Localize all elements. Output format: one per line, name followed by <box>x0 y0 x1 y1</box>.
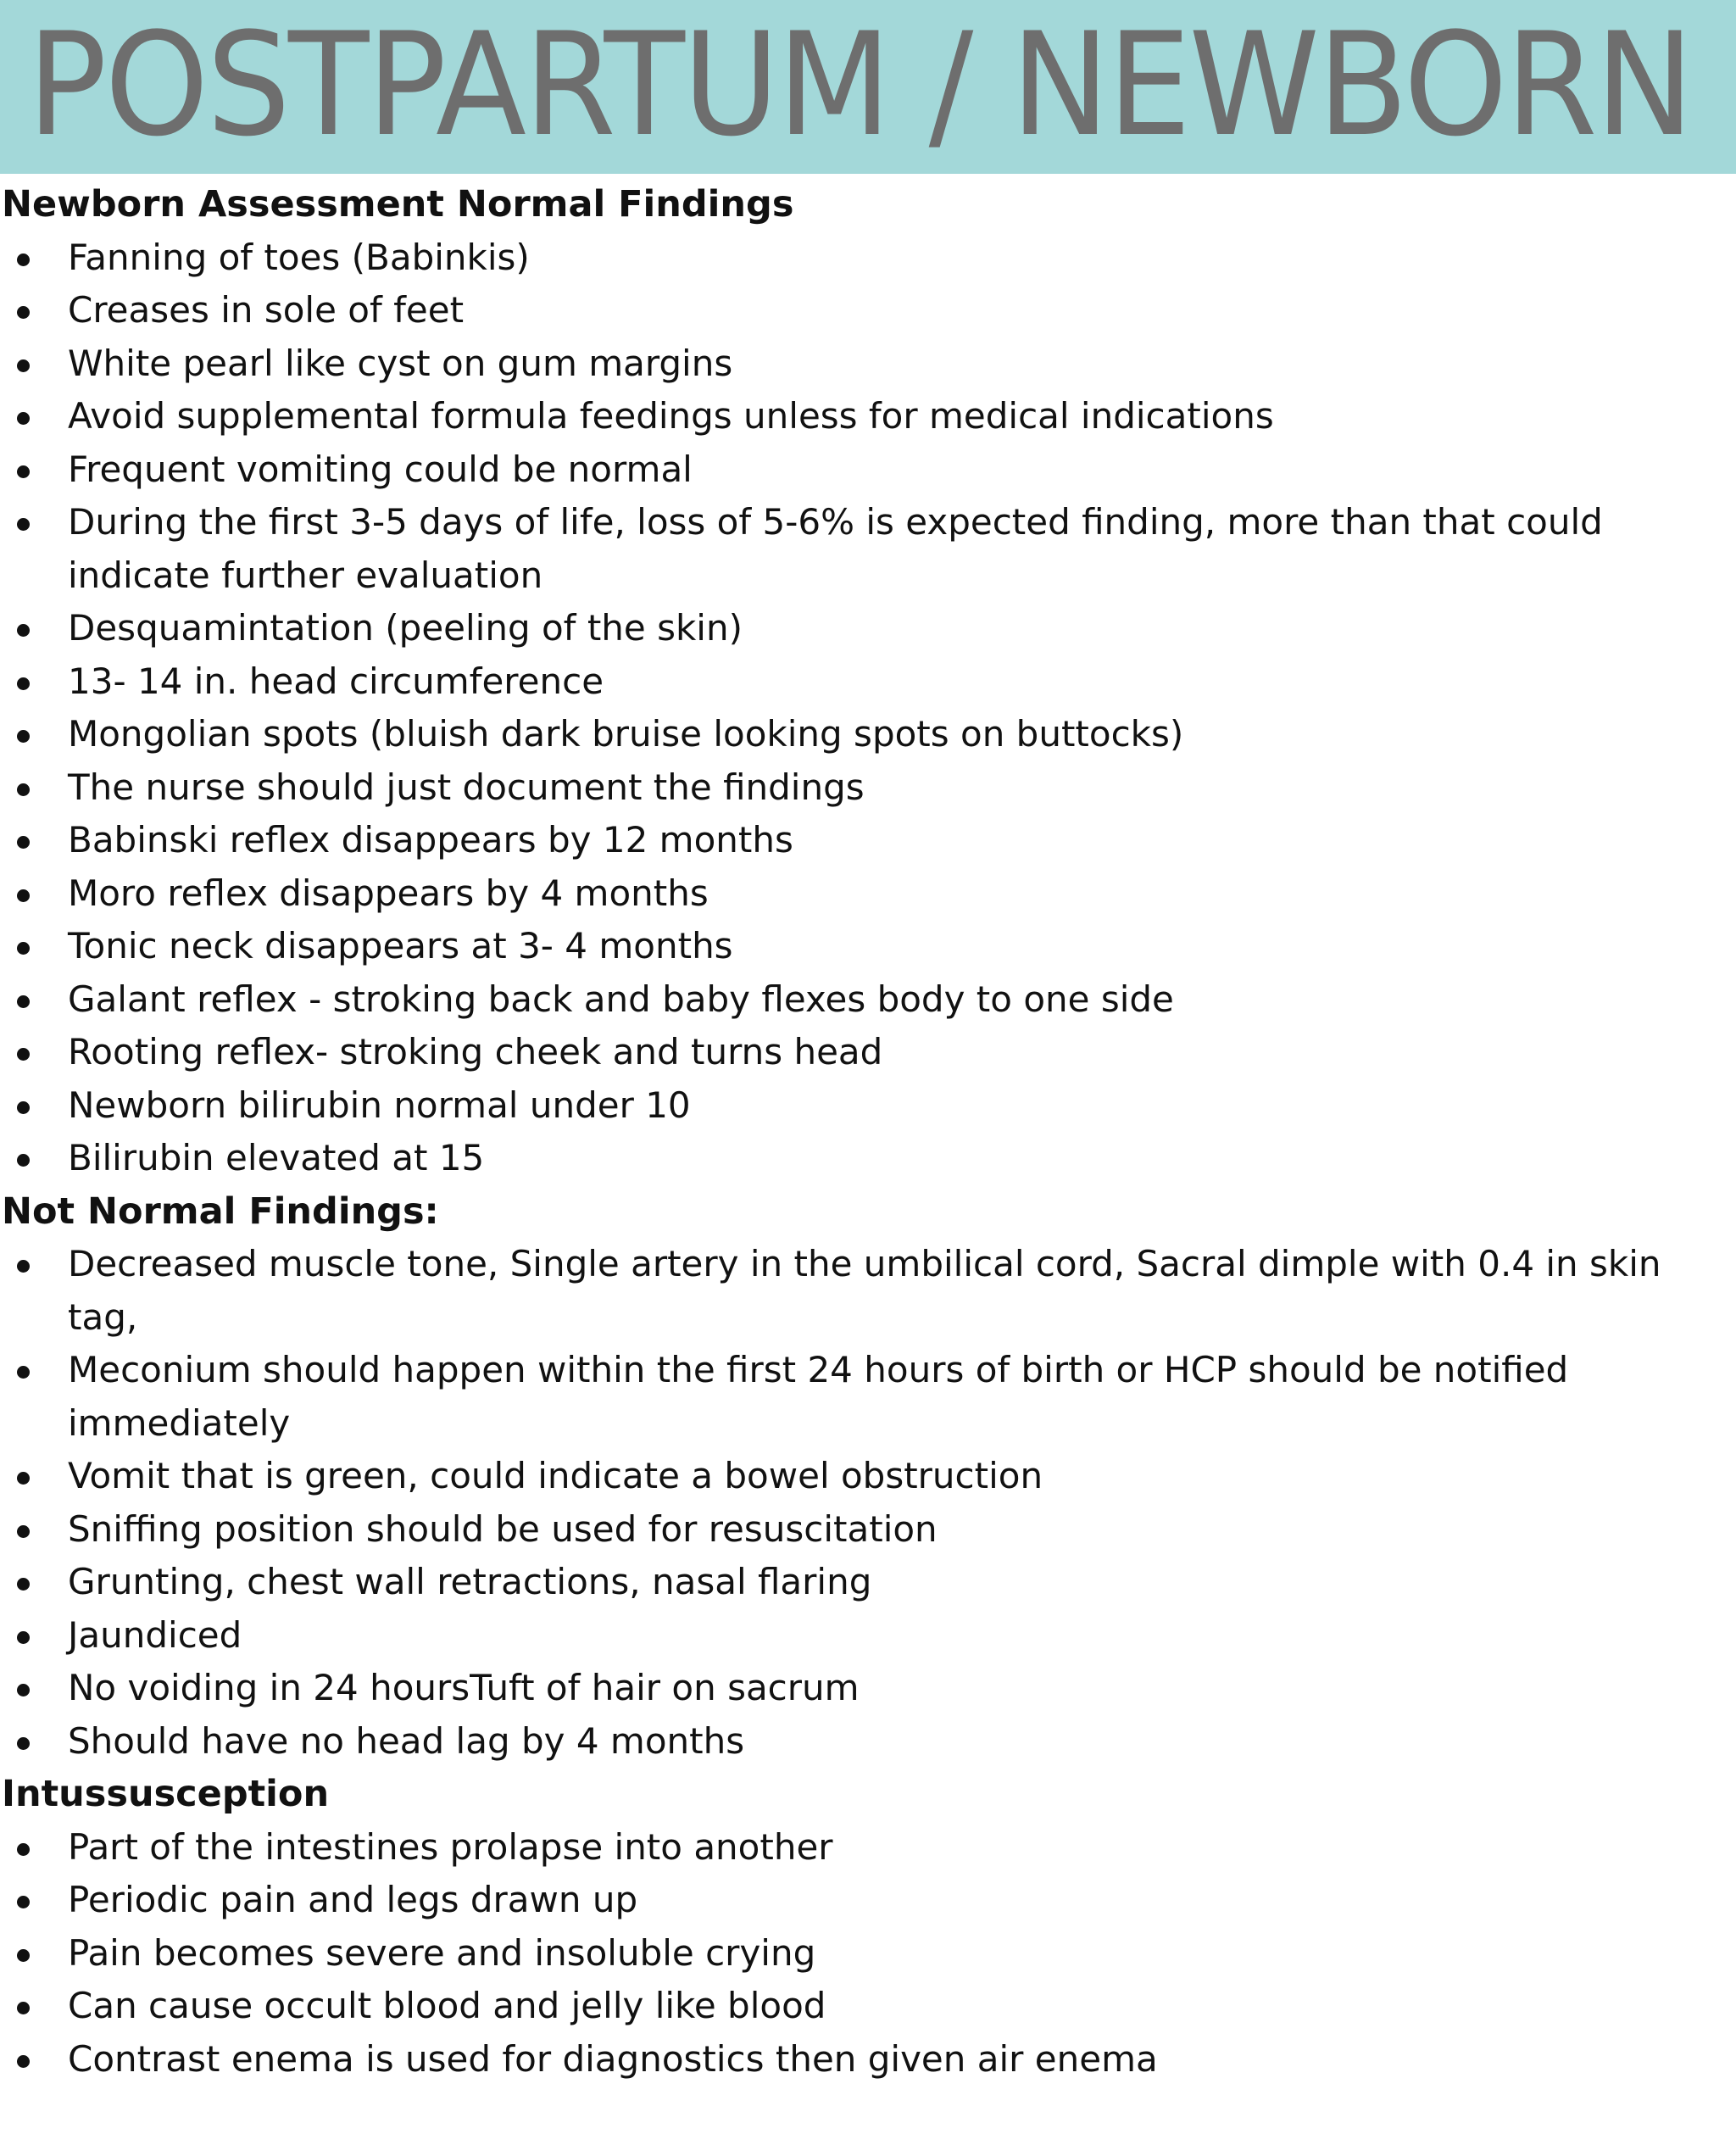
bullet-icon <box>17 306 30 319</box>
bullet-icon <box>17 1472 30 1485</box>
bullet-list <box>0 1821 1736 2086</box>
list-item-line: indicate further evaluation <box>68 554 543 596</box>
list-item-text <box>68 337 1716 391</box>
bullet-icon <box>17 942 30 955</box>
bullet-icon <box>17 359 30 372</box>
list-item-text <box>68 443 1716 497</box>
notes-section <box>0 1768 1736 2086</box>
bullet-icon <box>17 783 30 796</box>
list-item <box>0 496 1736 602</box>
list-item-text <box>68 1662 1716 1715</box>
list-item-text <box>68 284 1716 337</box>
page-title: POSTPARTUM / NEWBORN <box>27 2 1692 168</box>
section-heading: Not Normal Findings: <box>2 1190 439 1233</box>
list-item-line: Frequent vomiting could be normal <box>68 448 693 490</box>
list-item <box>0 1450 1736 1503</box>
list-item <box>0 1662 1736 1715</box>
bullet-icon <box>17 2002 30 2014</box>
list-item-text <box>68 1927 1716 1981</box>
list-item <box>0 390 1736 443</box>
list-item-text <box>68 1609 1716 1663</box>
list-item <box>0 1503 1736 1557</box>
list-item <box>0 1821 1736 1875</box>
list-item-line: Fanning of toes (Babinkis) <box>68 236 530 278</box>
list-item-line: Creases in sole of feet <box>68 289 465 331</box>
list-item-line: Newborn bilirubin normal under 10 <box>68 1084 691 1126</box>
bullet-icon <box>17 1737 30 1750</box>
list-item-text <box>68 602 1716 655</box>
bullet-icon <box>17 1525 30 1538</box>
list-item <box>0 708 1736 761</box>
list-item-text <box>68 973 1716 1027</box>
list-item-line: Decreased muscle tone, Single artery in the umbilical cord, Sacral dimple with 0.4 in skin <box>68 1243 1661 1284</box>
list-item <box>0 973 1736 1027</box>
list-item-line: Desquamintation (peeling of the skin) <box>68 607 743 649</box>
list-item <box>0 1609 1736 1663</box>
list-item-text <box>68 920 1716 973</box>
list-item <box>0 761 1736 815</box>
list-item-line: Avoid supplemental formula feedings unless for medical indications <box>68 395 1274 437</box>
list-item-text <box>68 1344 1716 1450</box>
list-item-line: Contrast enema is used for diagnostics then given air enema <box>68 2037 1158 2080</box>
list-item <box>0 1238 1736 1344</box>
bullet-icon <box>17 1843 30 1856</box>
list-item-text <box>68 867 1716 921</box>
list-item-text <box>68 1556 1716 1609</box>
list-item <box>0 1556 1736 1609</box>
notes-section <box>0 1185 1736 1769</box>
list-item-line: The nurse should just document the findings <box>68 766 865 808</box>
list-item <box>0 1874 1736 1927</box>
list-item-text <box>68 496 1716 602</box>
list-item-text <box>68 1821 1716 1875</box>
list-item <box>0 1927 1736 1981</box>
list-item-text <box>68 2033 1716 2086</box>
list-item <box>0 1026 1736 1079</box>
list-item <box>0 867 1736 921</box>
bullet-icon <box>17 1101 30 1114</box>
bullet-icon <box>17 889 30 902</box>
list-item-text <box>68 761 1716 815</box>
list-item <box>0 1132 1736 1185</box>
list-item <box>0 1079 1736 1133</box>
list-item-line: Grunting, chest wall retractions, nasal flaring <box>68 1561 872 1602</box>
bullet-icon <box>17 1896 30 1908</box>
list-item-line: Can cause occult blood and jelly like blood <box>68 1985 826 2026</box>
list-item-text <box>68 814 1716 867</box>
list-item <box>0 1715 1736 1769</box>
list-item <box>0 602 1736 655</box>
bullet-icon <box>17 677 30 690</box>
bullet-icon <box>17 1631 30 1644</box>
list-item-line: No voiding in 24 hoursTuft of hair on sacrum <box>68 1667 860 1708</box>
list-item-line: Tonic neck disappears at 3- 4 months <box>68 925 733 967</box>
list-item <box>0 231 1736 285</box>
list-item <box>0 337 1736 391</box>
list-item-text <box>68 1874 1716 1927</box>
list-item-line: Sniffing position should be used for resuscitation <box>68 1507 938 1550</box>
list-item-line: During the first 3-5 days of life, loss of 5-6% is expected finding, more than that could <box>68 501 1603 543</box>
bullet-icon <box>17 995 30 1008</box>
bullet-icon <box>17 1949 30 1962</box>
bullet-icon <box>17 1154 30 1167</box>
notes-content <box>0 178 1736 2086</box>
list-item-text <box>68 1079 1716 1133</box>
bullet-icon <box>17 254 30 266</box>
bullet-icon <box>17 412 30 425</box>
bullet-icon <box>17 1366 30 1379</box>
list-item-text <box>68 1132 1716 1185</box>
bullet-icon <box>17 518 30 531</box>
bullet-icon <box>17 624 30 637</box>
bullet-icon <box>17 1260 30 1273</box>
list-item <box>0 1344 1736 1450</box>
list-item-text <box>68 1980 1716 2033</box>
list-item-line: immediately <box>68 1401 291 1444</box>
list-item-line: Mongolian spots (bluish dark bruise looking spots on buttocks) <box>68 713 1184 755</box>
list-item-line: Periodic pain and legs drawn up <box>68 1879 638 1920</box>
bullet-icon <box>17 730 30 743</box>
list-item-text <box>68 1238 1716 1344</box>
list-item-text <box>68 1715 1716 1769</box>
bullet-icon <box>17 1048 30 1061</box>
list-item-line: Meconium should happen within the first 24 hours of birth or HCP should be notified <box>68 1349 1569 1390</box>
list-item <box>0 1980 1736 2033</box>
list-item-text <box>68 1026 1716 1079</box>
list-item <box>0 284 1736 337</box>
list-item-line: Babinski reflex disappears by 12 months <box>68 819 793 861</box>
list-item <box>0 443 1736 497</box>
list-item-line: Pain becomes severe and insoluble crying <box>68 1931 816 1974</box>
list-item-line: Bilirubin elevated at 15 <box>68 1137 485 1178</box>
list-item-line: 13- 14 in. head circumference <box>68 660 604 702</box>
list-item-line: Rooting reflex- stroking cheek and turns head <box>68 1031 883 1072</box>
list-item <box>0 655 1736 709</box>
list-item-line: tag, <box>68 1295 138 1338</box>
list-item-line: Moro reflex disappears by 4 months <box>68 872 709 914</box>
bullet-list <box>0 231 1736 1185</box>
list-item-text <box>68 655 1716 709</box>
bullet-list <box>0 1238 1736 1768</box>
list-item-text <box>68 390 1716 443</box>
list-item-text <box>68 1503 1716 1557</box>
list-item-line: Vomit that is green, could indicate a bowel obstruction <box>68 1455 1043 1496</box>
list-item <box>0 920 1736 973</box>
list-item-text <box>68 708 1716 761</box>
list-item-line: Part of the intestines prolapse into another <box>68 1825 833 1868</box>
bullet-icon <box>17 1578 30 1591</box>
title-banner <box>0 0 1736 174</box>
list-item-text <box>68 1450 1716 1503</box>
bullet-icon <box>17 1684 30 1696</box>
notes-section <box>0 178 1736 1185</box>
list-item <box>0 2033 1736 2086</box>
section-heading: Newborn Assessment Normal Findings <box>2 183 794 226</box>
bullet-icon <box>17 465 30 478</box>
bullet-icon <box>17 2055 30 2068</box>
bullet-icon <box>17 836 30 849</box>
list-item-line: White pearl like cyst on gum margins <box>68 342 733 384</box>
list-item-line: Galant reflex - stroking back and baby flexes body to one side <box>68 978 1174 1020</box>
list-item-line: Should have no head lag by 4 months <box>68 1719 745 1762</box>
section-heading: Intussusception <box>2 1773 330 1815</box>
list-item <box>0 814 1736 867</box>
list-item-line: Jaundiced <box>68 1613 242 1656</box>
list-item-text <box>68 231 1716 285</box>
